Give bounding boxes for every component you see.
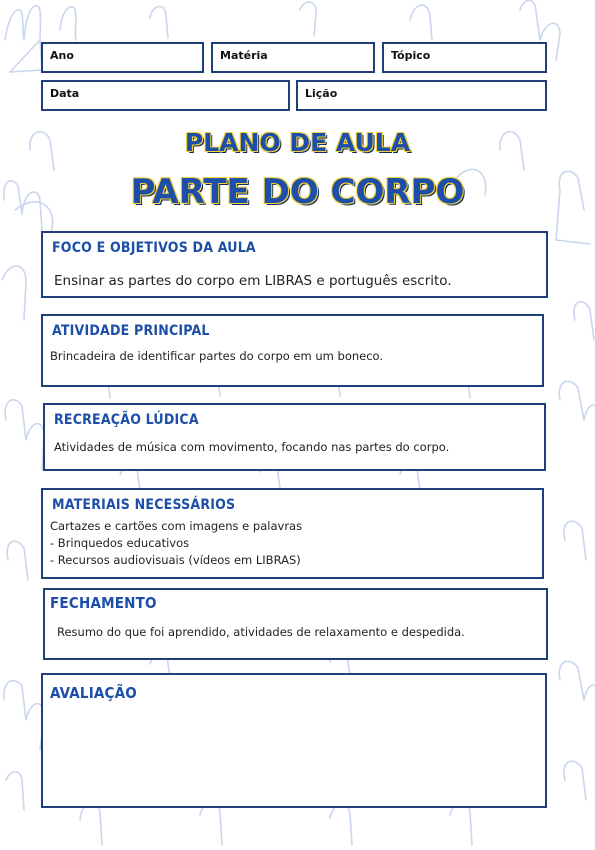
- data-label: Data: [50, 87, 80, 100]
- section-materiais-heading: MATERIAIS NECESSÁRIOS: [52, 497, 236, 513]
- section-fechamento-heading: FECHAMENTO: [50, 594, 157, 612]
- section-atividade-text: Brincadeira de identificar partes do corpo em um boneco.: [50, 349, 384, 363]
- section-atividade: [41, 314, 544, 387]
- section-fechamento: [43, 588, 548, 660]
- section-avaliacao[interactable]: [41, 673, 547, 808]
- section-materiais: [41, 488, 544, 579]
- topico-field[interactable]: [382, 42, 547, 73]
- section-foco: [41, 231, 548, 298]
- data-field[interactable]: [41, 80, 290, 111]
- section-avaliacao-heading: AVALIAÇÃO: [50, 684, 137, 702]
- licao-field[interactable]: [296, 80, 547, 111]
- materia-field[interactable]: [211, 42, 375, 73]
- section-recreacao-heading: RECREAÇÃO LÚDICA: [54, 412, 199, 428]
- section-foco-heading: FOCO E OBJETIVOS DA AULA: [52, 240, 256, 256]
- licao-label: Lição: [305, 87, 338, 100]
- materia-label: Matéria: [220, 49, 268, 62]
- topico-label: Tópico: [391, 49, 431, 62]
- ano-label: Ano: [50, 49, 74, 62]
- section-atividade-heading: ATIVIDADE PRINCIPAL: [52, 323, 210, 339]
- section-recreacao: [43, 403, 546, 471]
- section-foco-text: Ensinar as partes do corpo em LIBRAS e português escrito.: [54, 273, 452, 289]
- section-recreacao-text: Atividades de música com movimento, focando nas partes do corpo.: [54, 440, 450, 454]
- section-materiais-line-2: - Brinquedos educativos: [50, 536, 190, 550]
- title-plano-de-aula: PLANO DE AULA: [184, 128, 411, 157]
- ano-field[interactable]: [41, 42, 204, 73]
- section-materiais-line-1: Cartazes e cartões com imagens e palavras: [50, 519, 303, 533]
- section-materiais-line-3: - Recursos audiovisuais (vídeos em LIBRAS): [50, 553, 301, 567]
- section-fechamento-text: Resumo do que foi aprendido, atividades de relaxamento e despedida.: [57, 625, 465, 639]
- title-parte-do-corpo: PARTE DO CORPO: [130, 172, 465, 212]
